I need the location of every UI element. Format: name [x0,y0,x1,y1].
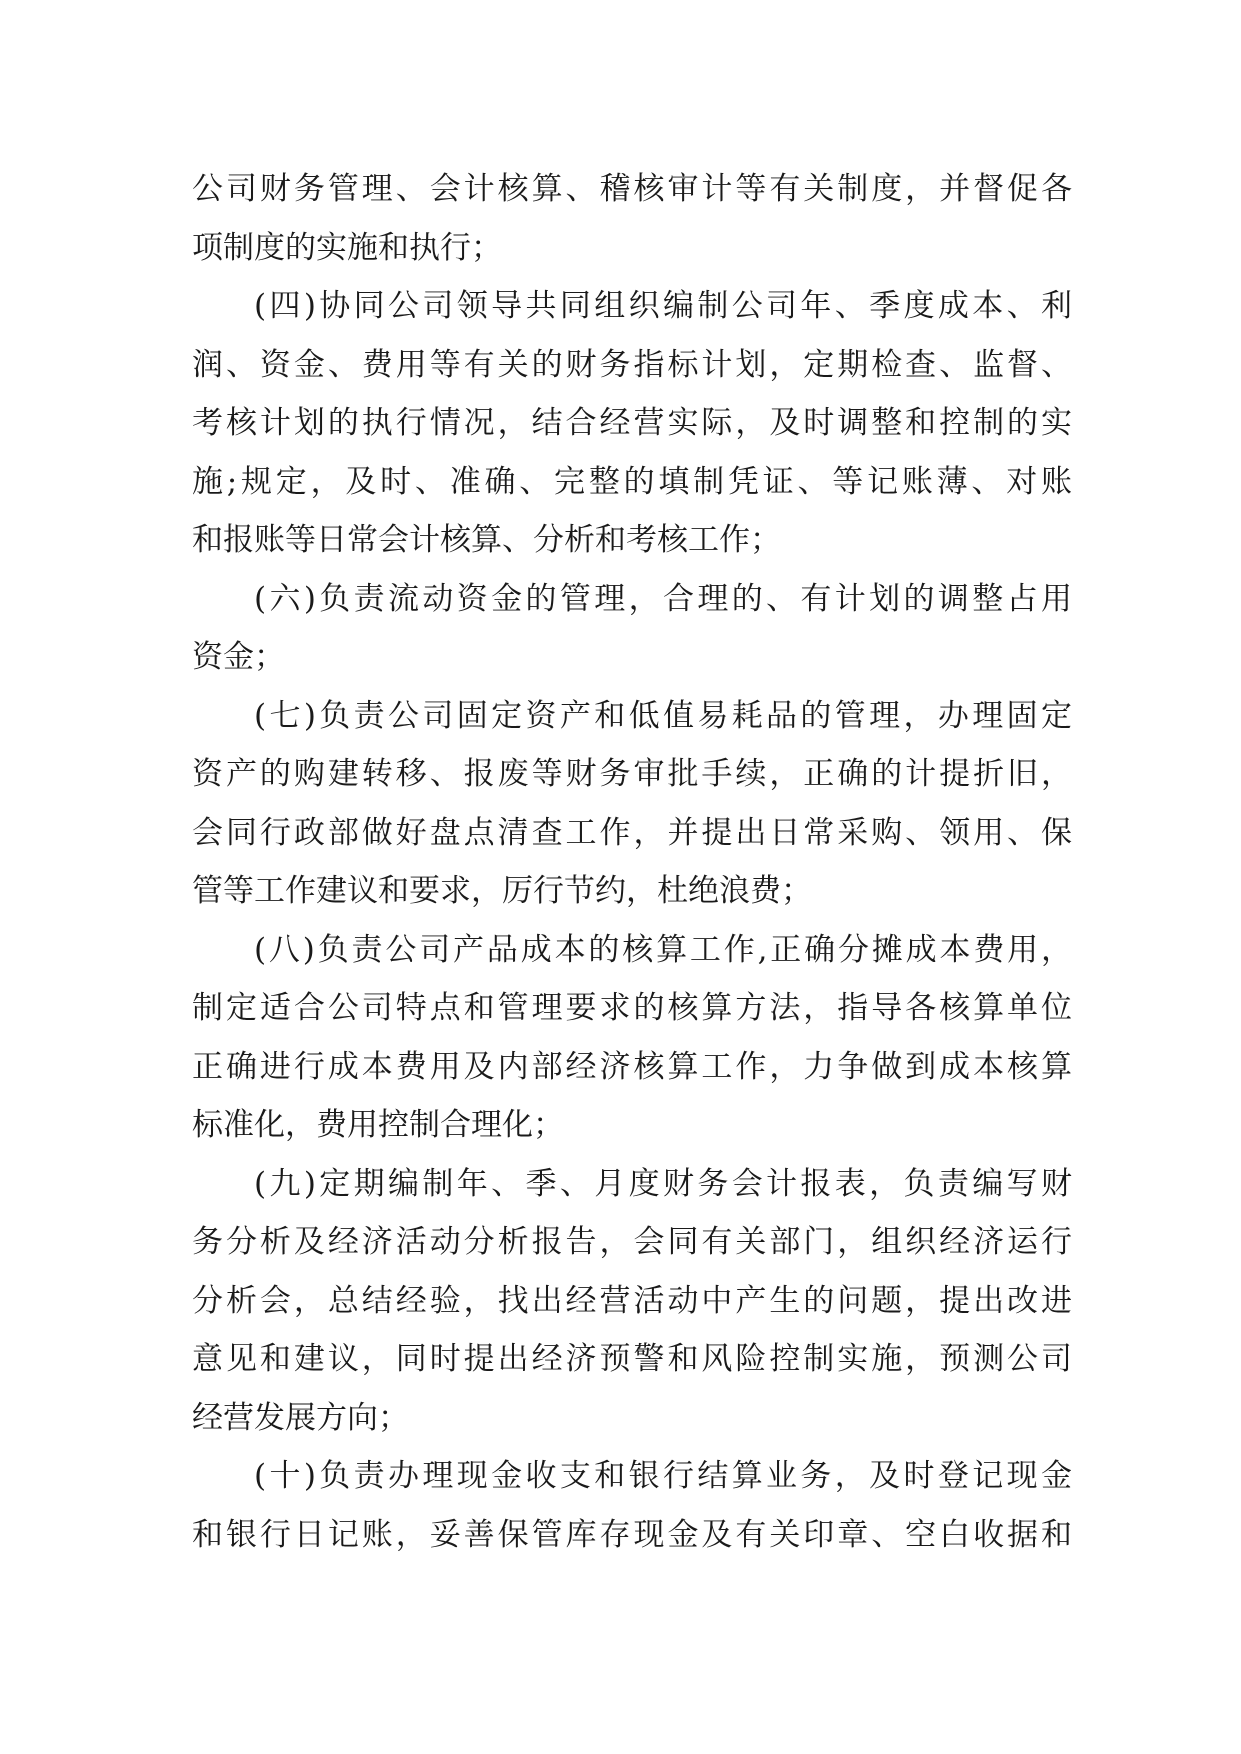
text-line: 制定适合公司特点和管理要求的核算方法，指导各核算单位 [192,990,1072,1026]
paragraph-first-line: (七)负责公司固定资产和低值易耗品的管理，办理固定 [254,697,1072,734]
text-line: 分析会，总结经验，找出经营活动中产生的问题，提出改进 [192,1282,1072,1319]
paragraph-first-line: (十)负责办理现金收支和银行结算业务，及时登记现金 [254,1458,1072,1494]
text-line: 务分析及经济活动分析报告，会同有关部门，组织经济运行 [192,1224,1072,1260]
text-line: 资产的购建转移、报废等财务审批手续，正确的计提折旧， [192,756,1072,792]
paragraph-first-line: (八)负责公司产品成本的核算工作,正确分摊成本费用， [254,931,1072,968]
text-line: 和银行日记账，妥善保管库存现金及有关印章、空白收据和 [192,1516,1072,1553]
text-line: 意见和建议，同时提出经济预警和风险控制实施，预测公司 [192,1341,1072,1377]
text-line: 会同行政部做好盘点清查工作，并提出日常采购、领用、保 [192,814,1072,851]
text-line: 正确进行成本费用及内部经济核算工作，力争做到成本核算 [192,1048,1072,1085]
text-line: 考核计划的执行情况，结合经营实际，及时调整和控制的实 [192,405,1072,441]
paragraph-first-line: (六)负责流动资金的管理，合理的、有计划的调整占用 [254,580,1072,617]
document-body [192,160,1072,1564]
text-line: 润、资金、费用等有关的财务指标计划，定期检查、监督、 [192,346,1072,383]
text-line: 施;规定，及时、准确、完整的填制凭证、等记账薄、对账 [192,463,1072,500]
text-line: 项制度的实施和执行； [192,229,502,266]
paragraph-first-line: (九)定期编制年、季、月度财务会计报表，负责编写财 [254,1165,1072,1202]
paragraph-first-line: (四)协同公司领导共同组织编制公司年、季度成本、利 [254,288,1072,324]
text-line: 管等工作建议和要求，厉行节约，杜绝浪费； [192,873,812,909]
text-line: 标准化，费用控制合理化； [192,1107,564,1143]
text-line: 公司财务管理、会计核算、稽核审计等有关制度，并督促各 [192,171,1072,207]
text-line: 和报账等日常会计核算、分析和考核工作； [192,522,781,558]
text-line: 经营发展方向； [192,1399,409,1436]
text-line: 资金； [192,639,285,675]
